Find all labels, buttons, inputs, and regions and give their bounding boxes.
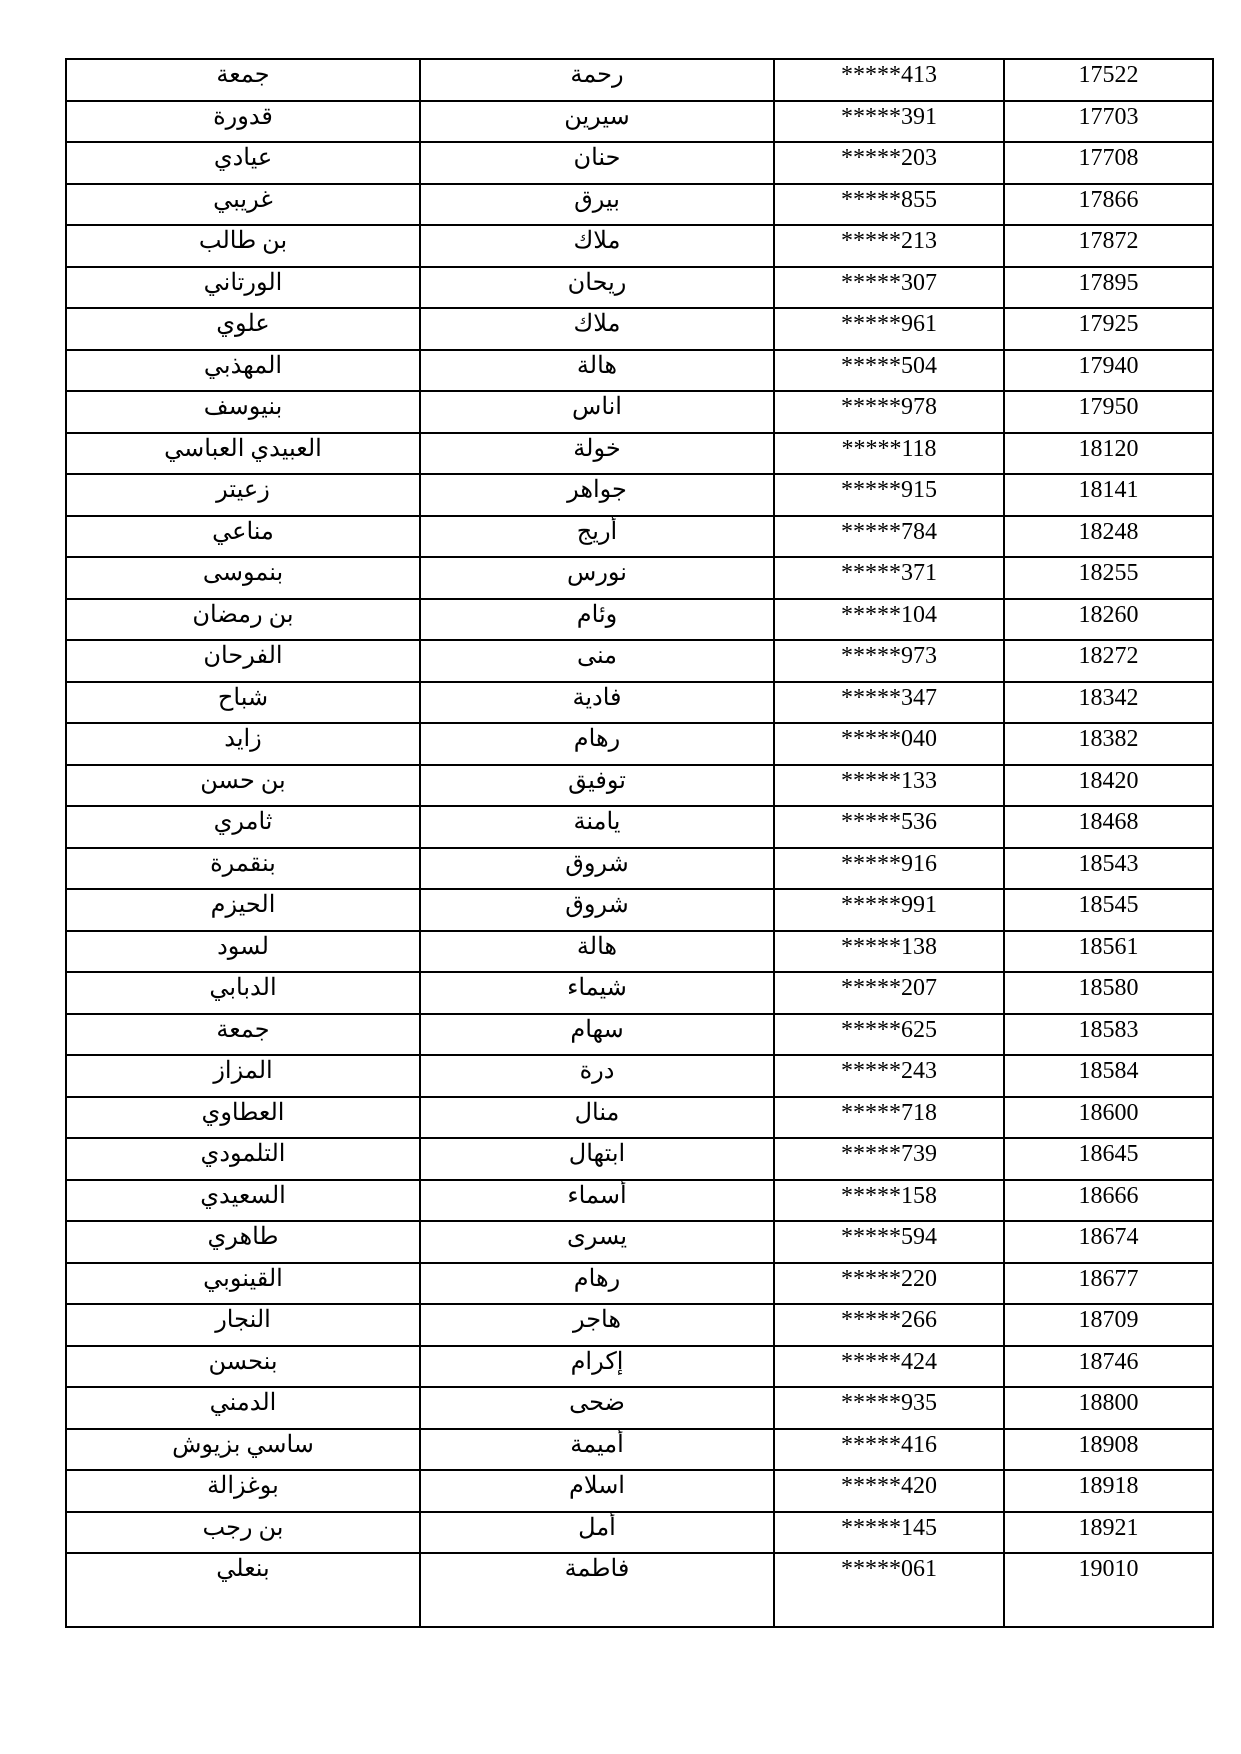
first-name-cell: ريحان [420,267,774,309]
last-name-cell: بنيوسف [66,391,420,433]
table-row [66,640,1213,682]
first-name-cell: اناس [420,391,774,433]
number-cell: 18584 [1004,1055,1213,1097]
masked-id-cell: *****739 [774,1138,1004,1180]
masked-id-cell: *****594 [774,1221,1004,1263]
last-name-cell: الدمني [66,1387,420,1429]
table-row [66,1470,1213,1512]
first-name-cell: بيرق [420,184,774,226]
number-cell: 18645 [1004,1138,1213,1180]
first-name-cell: سهام [420,1014,774,1056]
number-cell: 18908 [1004,1429,1213,1471]
names-table [65,58,1214,1628]
number-cell: 18746 [1004,1346,1213,1388]
number-cell: 18420 [1004,765,1213,807]
masked-id-cell: *****347 [774,682,1004,724]
table-row [66,972,1213,1014]
first-name-cell: أمل [420,1512,774,1554]
number-cell: 18677 [1004,1263,1213,1305]
number-cell: 17895 [1004,267,1213,309]
number-cell: 18709 [1004,1304,1213,1346]
masked-id-cell: *****266 [774,1304,1004,1346]
number-cell: 18468 [1004,806,1213,848]
table-row [66,184,1213,226]
last-name-cell: بن حسن [66,765,420,807]
number-cell: 18666 [1004,1180,1213,1222]
last-name-cell: النجار [66,1304,420,1346]
last-name-cell: التلمودي [66,1138,420,1180]
table-row [66,101,1213,143]
masked-id-cell: *****061 [774,1553,1004,1627]
number-cell: 17925 [1004,308,1213,350]
first-name-cell: أسماء [420,1180,774,1222]
first-name-cell: منى [420,640,774,682]
number-cell: 18255 [1004,557,1213,599]
last-name-cell: بن رمضان [66,599,420,641]
last-name-cell: لسود [66,931,420,973]
first-name-cell: إكرام [420,1346,774,1388]
masked-id-cell: *****203 [774,142,1004,184]
number-cell: 18120 [1004,433,1213,475]
number-cell: 18543 [1004,848,1213,890]
masked-id-cell: *****935 [774,1387,1004,1429]
first-name-cell: نورس [420,557,774,599]
number-cell: 18561 [1004,931,1213,973]
first-name-cell: ملاك [420,308,774,350]
table-row [66,267,1213,309]
table-row [66,1138,1213,1180]
number-cell: 17940 [1004,350,1213,392]
table-row [66,1263,1213,1305]
number-cell: 18918 [1004,1470,1213,1512]
first-name-cell: أميمة [420,1429,774,1471]
table-row [66,433,1213,475]
table-row [66,765,1213,807]
masked-id-cell: *****040 [774,723,1004,765]
table-row [66,474,1213,516]
last-name-cell: عيادي [66,142,420,184]
first-name-cell: سيرين [420,101,774,143]
table-row [66,1055,1213,1097]
last-name-cell: السعيدي [66,1180,420,1222]
number-cell: 18545 [1004,889,1213,931]
last-name-cell: زعيتر [66,474,420,516]
first-name-cell: أريج [420,516,774,558]
first-name-cell: يسرى [420,1221,774,1263]
table-row [66,682,1213,724]
masked-id-cell: *****916 [774,848,1004,890]
number-cell: 17708 [1004,142,1213,184]
last-name-cell: الدبابي [66,972,420,1014]
last-name-cell: العبيدي العباسي [66,433,420,475]
masked-id-cell: *****391 [774,101,1004,143]
table-row [66,557,1213,599]
number-cell: 18382 [1004,723,1213,765]
number-cell: 18583 [1004,1014,1213,1056]
last-name-cell: بنقمرة [66,848,420,890]
last-name-cell: القينوبي [66,1263,420,1305]
first-name-cell: رهام [420,723,774,765]
number-cell: 18141 [1004,474,1213,516]
first-name-cell: حنان [420,142,774,184]
first-name-cell: منال [420,1097,774,1139]
table-row [66,1304,1213,1346]
number-cell: 17866 [1004,184,1213,226]
last-name-cell: جمعة [66,59,420,101]
masked-id-cell: *****220 [774,1263,1004,1305]
number-cell: 18342 [1004,682,1213,724]
masked-id-cell: *****416 [774,1429,1004,1471]
number-cell: 18674 [1004,1221,1213,1263]
last-name-cell: المزاز [66,1055,420,1097]
number-cell: 17872 [1004,225,1213,267]
first-name-cell: فاطمة [420,1553,774,1627]
last-name-cell: غريبي [66,184,420,226]
masked-id-cell: *****915 [774,474,1004,516]
first-name-cell: رهام [420,1263,774,1305]
table-row [66,1180,1213,1222]
last-name-cell: بن طالب [66,225,420,267]
table-row [66,1097,1213,1139]
last-name-cell: بنعلي [66,1553,420,1627]
masked-id-cell: *****213 [774,225,1004,267]
table-row [66,1014,1213,1056]
masked-id-cell: *****718 [774,1097,1004,1139]
table-row [66,848,1213,890]
masked-id-cell: *****991 [774,889,1004,931]
last-name-cell: المهذبي [66,350,420,392]
last-name-cell: ثامري [66,806,420,848]
masked-id-cell: *****118 [774,433,1004,475]
first-name-cell: توفيق [420,765,774,807]
first-name-cell: خولة [420,433,774,475]
masked-id-cell: *****371 [774,557,1004,599]
table-row [66,59,1213,101]
last-name-cell: العطاوي [66,1097,420,1139]
table-row [66,1221,1213,1263]
results-sheet [65,58,1204,1628]
number-cell: 18272 [1004,640,1213,682]
last-name-cell: بنموسى [66,557,420,599]
first-name-cell: ضحى [420,1387,774,1429]
last-name-cell: الفرحان [66,640,420,682]
masked-id-cell: *****145 [774,1512,1004,1554]
table-row [66,889,1213,931]
masked-id-cell: *****243 [774,1055,1004,1097]
table-row [66,1387,1213,1429]
number-cell: 19010 [1004,1553,1213,1627]
number-cell: 17522 [1004,59,1213,101]
masked-id-cell: *****420 [774,1470,1004,1512]
first-name-cell: وئام [420,599,774,641]
first-name-cell: رحمة [420,59,774,101]
last-name-cell: شباح [66,682,420,724]
first-name-cell: اسلام [420,1470,774,1512]
first-name-cell: هاجر [420,1304,774,1346]
last-name-cell: بنحسن [66,1346,420,1388]
first-name-cell: هالة [420,350,774,392]
number-cell: 18600 [1004,1097,1213,1139]
masked-id-cell: *****133 [774,765,1004,807]
table-row [66,1346,1213,1388]
masked-id-cell: *****504 [774,350,1004,392]
names-table-body [66,59,1213,1627]
masked-id-cell: *****536 [774,806,1004,848]
first-name-cell: درة [420,1055,774,1097]
masked-id-cell: *****625 [774,1014,1004,1056]
table-row [66,931,1213,973]
table-row [66,516,1213,558]
masked-id-cell: *****138 [774,931,1004,973]
first-name-cell: ابتهال [420,1138,774,1180]
table-row [66,1429,1213,1471]
number-cell: 17950 [1004,391,1213,433]
last-name-cell: بوغزالة [66,1470,420,1512]
masked-id-cell: *****855 [774,184,1004,226]
last-name-cell: زايد [66,723,420,765]
table-row [66,391,1213,433]
table-row [66,142,1213,184]
number-cell: 18580 [1004,972,1213,1014]
first-name-cell: شروق [420,848,774,890]
last-name-cell: ساسي بزيوش [66,1429,420,1471]
number-cell: 18260 [1004,599,1213,641]
table-row [66,1512,1213,1554]
masked-id-cell: *****978 [774,391,1004,433]
first-name-cell: شيماء [420,972,774,1014]
last-name-cell: الحيزم [66,889,420,931]
number-cell: 18921 [1004,1512,1213,1554]
first-name-cell: ملاك [420,225,774,267]
table-row [66,350,1213,392]
number-cell: 17703 [1004,101,1213,143]
last-name-cell: جمعة [66,1014,420,1056]
masked-id-cell: *****961 [774,308,1004,350]
first-name-cell: فادية [420,682,774,724]
masked-id-cell: *****104 [774,599,1004,641]
table-row [66,723,1213,765]
number-cell: 18248 [1004,516,1213,558]
masked-id-cell: *****413 [774,59,1004,101]
table-row [66,599,1213,641]
masked-id-cell: *****307 [774,267,1004,309]
first-name-cell: يامنة [420,806,774,848]
last-name-cell: بن رجب [66,1512,420,1554]
table-row [66,1553,1213,1627]
last-name-cell: الورتاني [66,267,420,309]
table-row [66,308,1213,350]
masked-id-cell: *****784 [774,516,1004,558]
number-cell: 18800 [1004,1387,1213,1429]
masked-id-cell: *****424 [774,1346,1004,1388]
last-name-cell: علوي [66,308,420,350]
last-name-cell: مناعي [66,516,420,558]
first-name-cell: جواهر [420,474,774,516]
masked-id-cell: *****973 [774,640,1004,682]
first-name-cell: هالة [420,931,774,973]
masked-id-cell: *****158 [774,1180,1004,1222]
first-name-cell: شروق [420,889,774,931]
table-row [66,225,1213,267]
table-row [66,806,1213,848]
last-name-cell: قدورة [66,101,420,143]
masked-id-cell: *****207 [774,972,1004,1014]
last-name-cell: طاهري [66,1221,420,1263]
